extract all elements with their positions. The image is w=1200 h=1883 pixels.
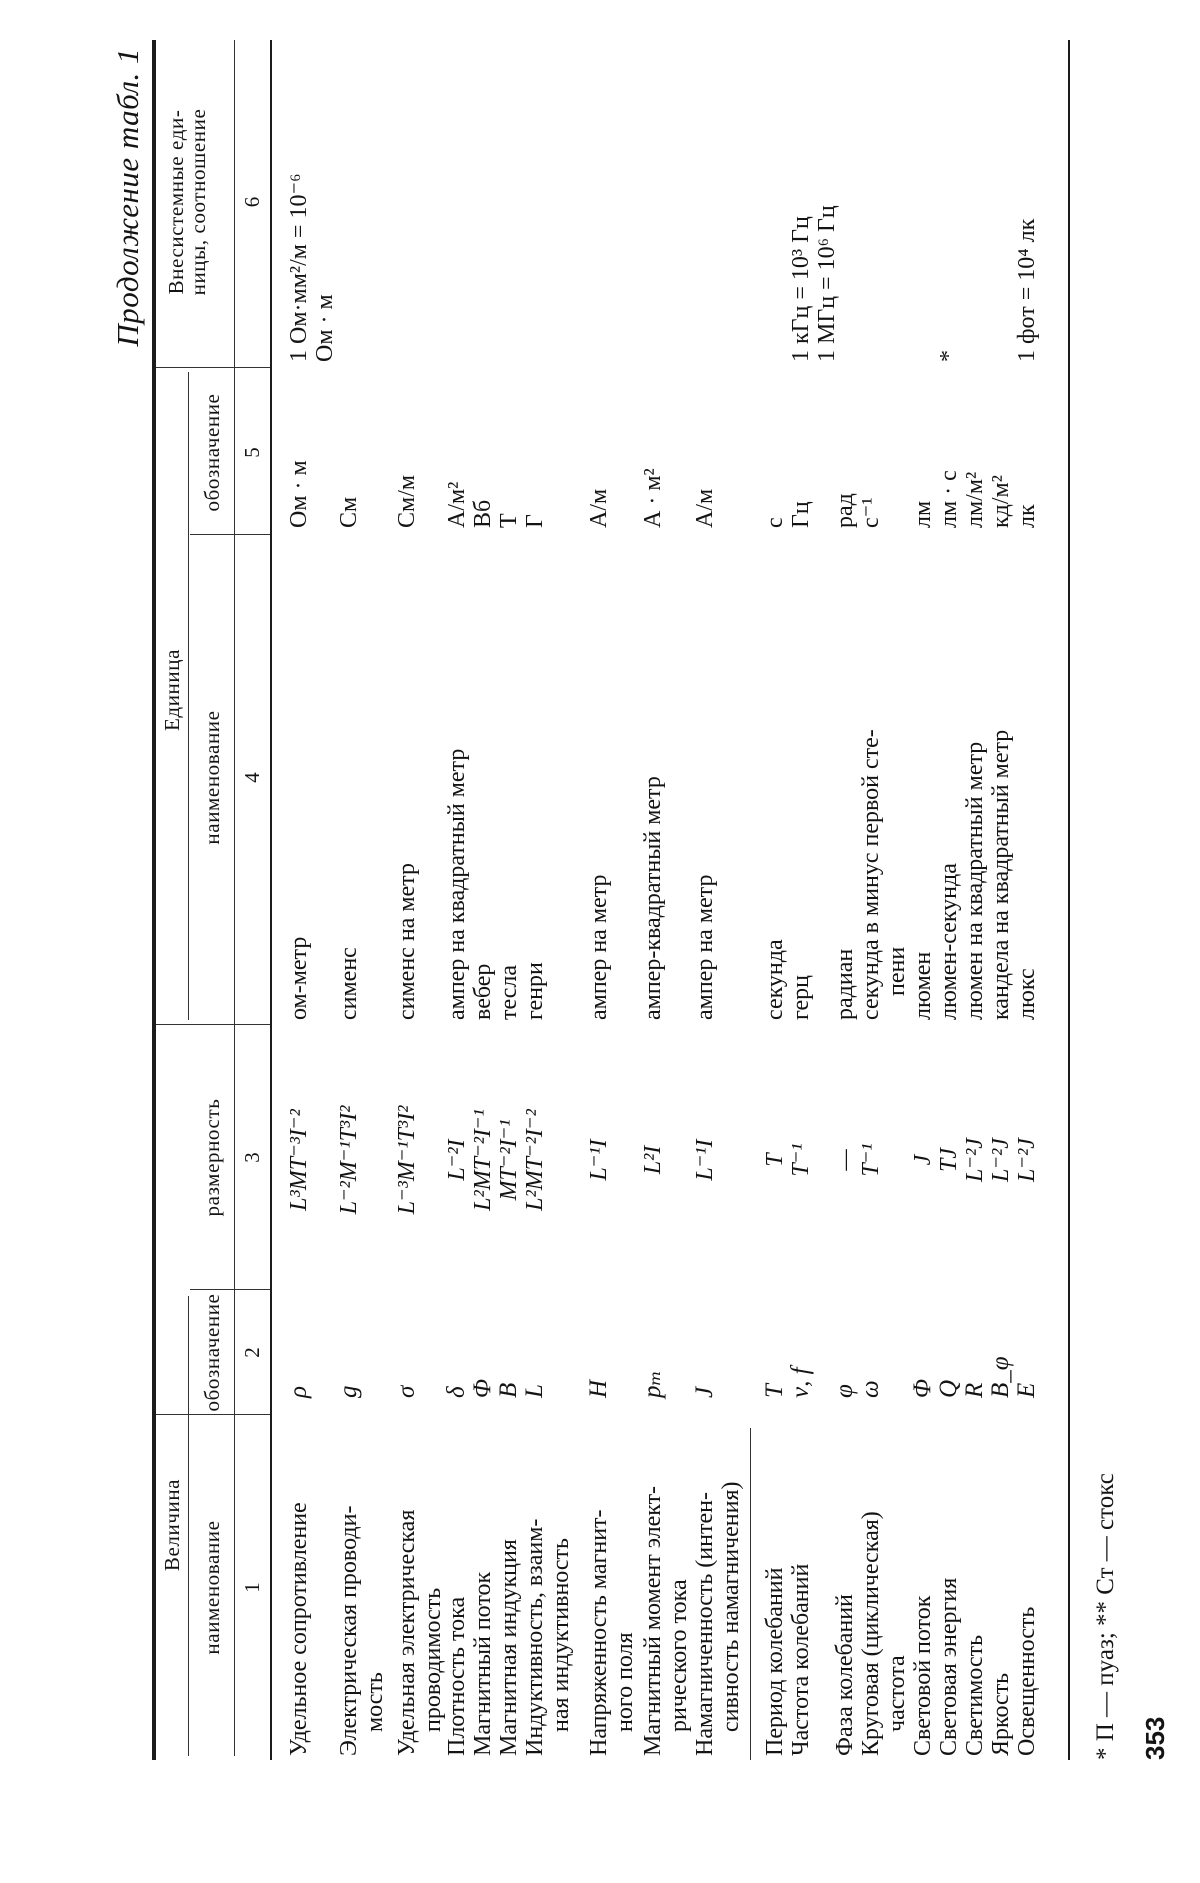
row-unit-name: ампер на метр <box>692 874 718 1020</box>
row-symbol: pₘ <box>639 1370 666 1398</box>
continuation-header: Продолжение табл. 1 <box>110 48 145 347</box>
col-number-5: 5 <box>240 447 264 458</box>
col-divider <box>156 367 270 368</box>
row-unit-name: сименс на метр <box>394 863 420 1020</box>
row-name: Период колебаний Частота колебаний <box>762 1563 814 1756</box>
row-non-si: * 1 фот = 10⁴ лк <box>936 218 1040 362</box>
table-top-rule <box>152 40 156 1760</box>
row-name: Плотность тока Магнитный поток Магнитная индукция Индуктивность, взаим- ная индуктивность <box>444 1518 574 1756</box>
row-non-si: 1 кГц = 10³ Гц 1 МГц = 10⁶ Гц <box>788 205 840 362</box>
col-divider <box>156 1024 270 1025</box>
row-unit-name: сименс <box>336 947 362 1020</box>
row-unit-symbol: А · м² <box>640 468 666 528</box>
col-number-6: 6 <box>240 196 264 208</box>
row-name: Намагниченность (интен- сивность намагничения) <box>692 1481 744 1756</box>
row-unit-symbol: А/м <box>586 488 612 528</box>
row-symbol: δ Φ B L <box>443 1378 548 1398</box>
col-header-non-si-line: ницы, соотношение <box>186 108 210 296</box>
row-dimension: L⁻³M⁻¹T³I² <box>394 1105 420 1215</box>
row-name: Магнитный момент элект- рического тока <box>640 1485 692 1756</box>
row-unit-symbol: рад с⁻¹ лм лм · с лм/м² кд/м² лк <box>832 470 1040 528</box>
row-symbol: T ν, f <box>761 1367 814 1398</box>
group-header-unit: Единица <box>160 649 184 731</box>
row-unit-symbol: с Гц <box>762 501 814 528</box>
table-bottom-rule <box>1068 40 1070 1760</box>
page-content <box>110 40 1180 1760</box>
col-header-non-si <box>165 42 209 362</box>
col-number-3: 3 <box>240 1152 264 1163</box>
row-unit-name: ампер-квадратный метр <box>640 776 666 1020</box>
row-unit-symbol: А/м <box>692 488 718 528</box>
col-header-non-si-line: Внесистемные еди- <box>164 109 188 295</box>
col-header-symbol: обозначение <box>200 1293 224 1412</box>
col-number-2: 2 <box>240 1347 264 1358</box>
row-unit-symbol: А/м² Вб Т Г <box>444 481 548 528</box>
row-dimension: T T⁻¹ <box>762 1143 814 1177</box>
row-name: Электрическая проводи- мость <box>336 1505 388 1756</box>
row-unit-name: ом-метр <box>286 936 312 1020</box>
row-symbol: g <box>335 1385 362 1398</box>
row-unit-symbol: См/м <box>394 474 420 528</box>
row-dimension: L³MT⁻³I⁻² <box>286 1109 312 1211</box>
row-non-si: 1 Ом·мм²/м = 10⁻⁶ Ом · м <box>286 173 338 362</box>
row-dimension: L⁻¹I <box>586 1139 612 1181</box>
group-underline-quantity <box>188 1296 189 1756</box>
row-unit-name: ампер на квадратный метр вебер тесла генри <box>444 748 548 1020</box>
row-dimension: L⁻²I L²MT⁻²I⁻¹ MT⁻²I⁻¹ L²MT⁻²I⁻² <box>444 1109 548 1211</box>
group-header-quantity: Величина <box>160 1478 184 1572</box>
row-dimension: — T⁻¹ J TJ L⁻²J L⁻²J L⁻²J <box>832 1138 1040 1182</box>
col-header-unit-symbol: обозначение <box>200 393 224 512</box>
row-symbol: ρ <box>285 1386 312 1398</box>
row-unit-name: секунда герц <box>762 939 814 1020</box>
col-number-4: 4 <box>240 772 264 783</box>
col-header-unit-name: наименование <box>200 710 224 845</box>
row-name: Удельная электрическая проводимость <box>394 1509 446 1756</box>
col-number-1: 1 <box>240 1582 264 1593</box>
col-divider <box>190 534 270 535</box>
page-number: 353 <box>1140 1716 1170 1760</box>
row-name: Фаза колебаний Круговая (циклическая) частота Световой поток Световая энергия Светимость Яркость Освещенность <box>832 1511 1040 1756</box>
group-underline-unit <box>188 372 189 1020</box>
col-divider <box>190 1289 270 1290</box>
row-unit-symbol: Ом · м <box>286 460 312 528</box>
row-name: Напряженность магнит- ного поля <box>586 1509 638 1756</box>
header-separator <box>234 40 235 1756</box>
col-header-dimension: размерность <box>200 1098 224 1217</box>
footnote: * П — пуаз; ** Ст — стокс <box>1092 1473 1119 1760</box>
row-dimension: L²I <box>640 1145 666 1175</box>
row-unit-name: радиан секунда в минус первой сте- пени люмен люмен-секунда люмен на квадратный метр кандела на квадратный метр люкс <box>832 729 1040 1020</box>
row-dimension: L⁻²M⁻¹T³I² <box>336 1105 362 1215</box>
row-symbol: H <box>585 1379 612 1398</box>
row-symbol: J <box>691 1386 718 1398</box>
numbers-bottom-rule <box>270 40 272 1760</box>
row-symbol: σ <box>393 1385 420 1398</box>
row-name: Удельное сопротивление <box>286 1502 312 1756</box>
group-separator <box>750 1428 751 1760</box>
row-symbol: φ ω Φ Q R B_φ E <box>831 1356 1040 1398</box>
row-unit-name: ампер на метр <box>586 874 612 1020</box>
col-divider <box>156 1414 270 1415</box>
col-header-name: наименование <box>200 1520 224 1655</box>
row-dimension: L⁻¹I <box>692 1139 718 1181</box>
row-unit-symbol: См <box>336 496 362 528</box>
